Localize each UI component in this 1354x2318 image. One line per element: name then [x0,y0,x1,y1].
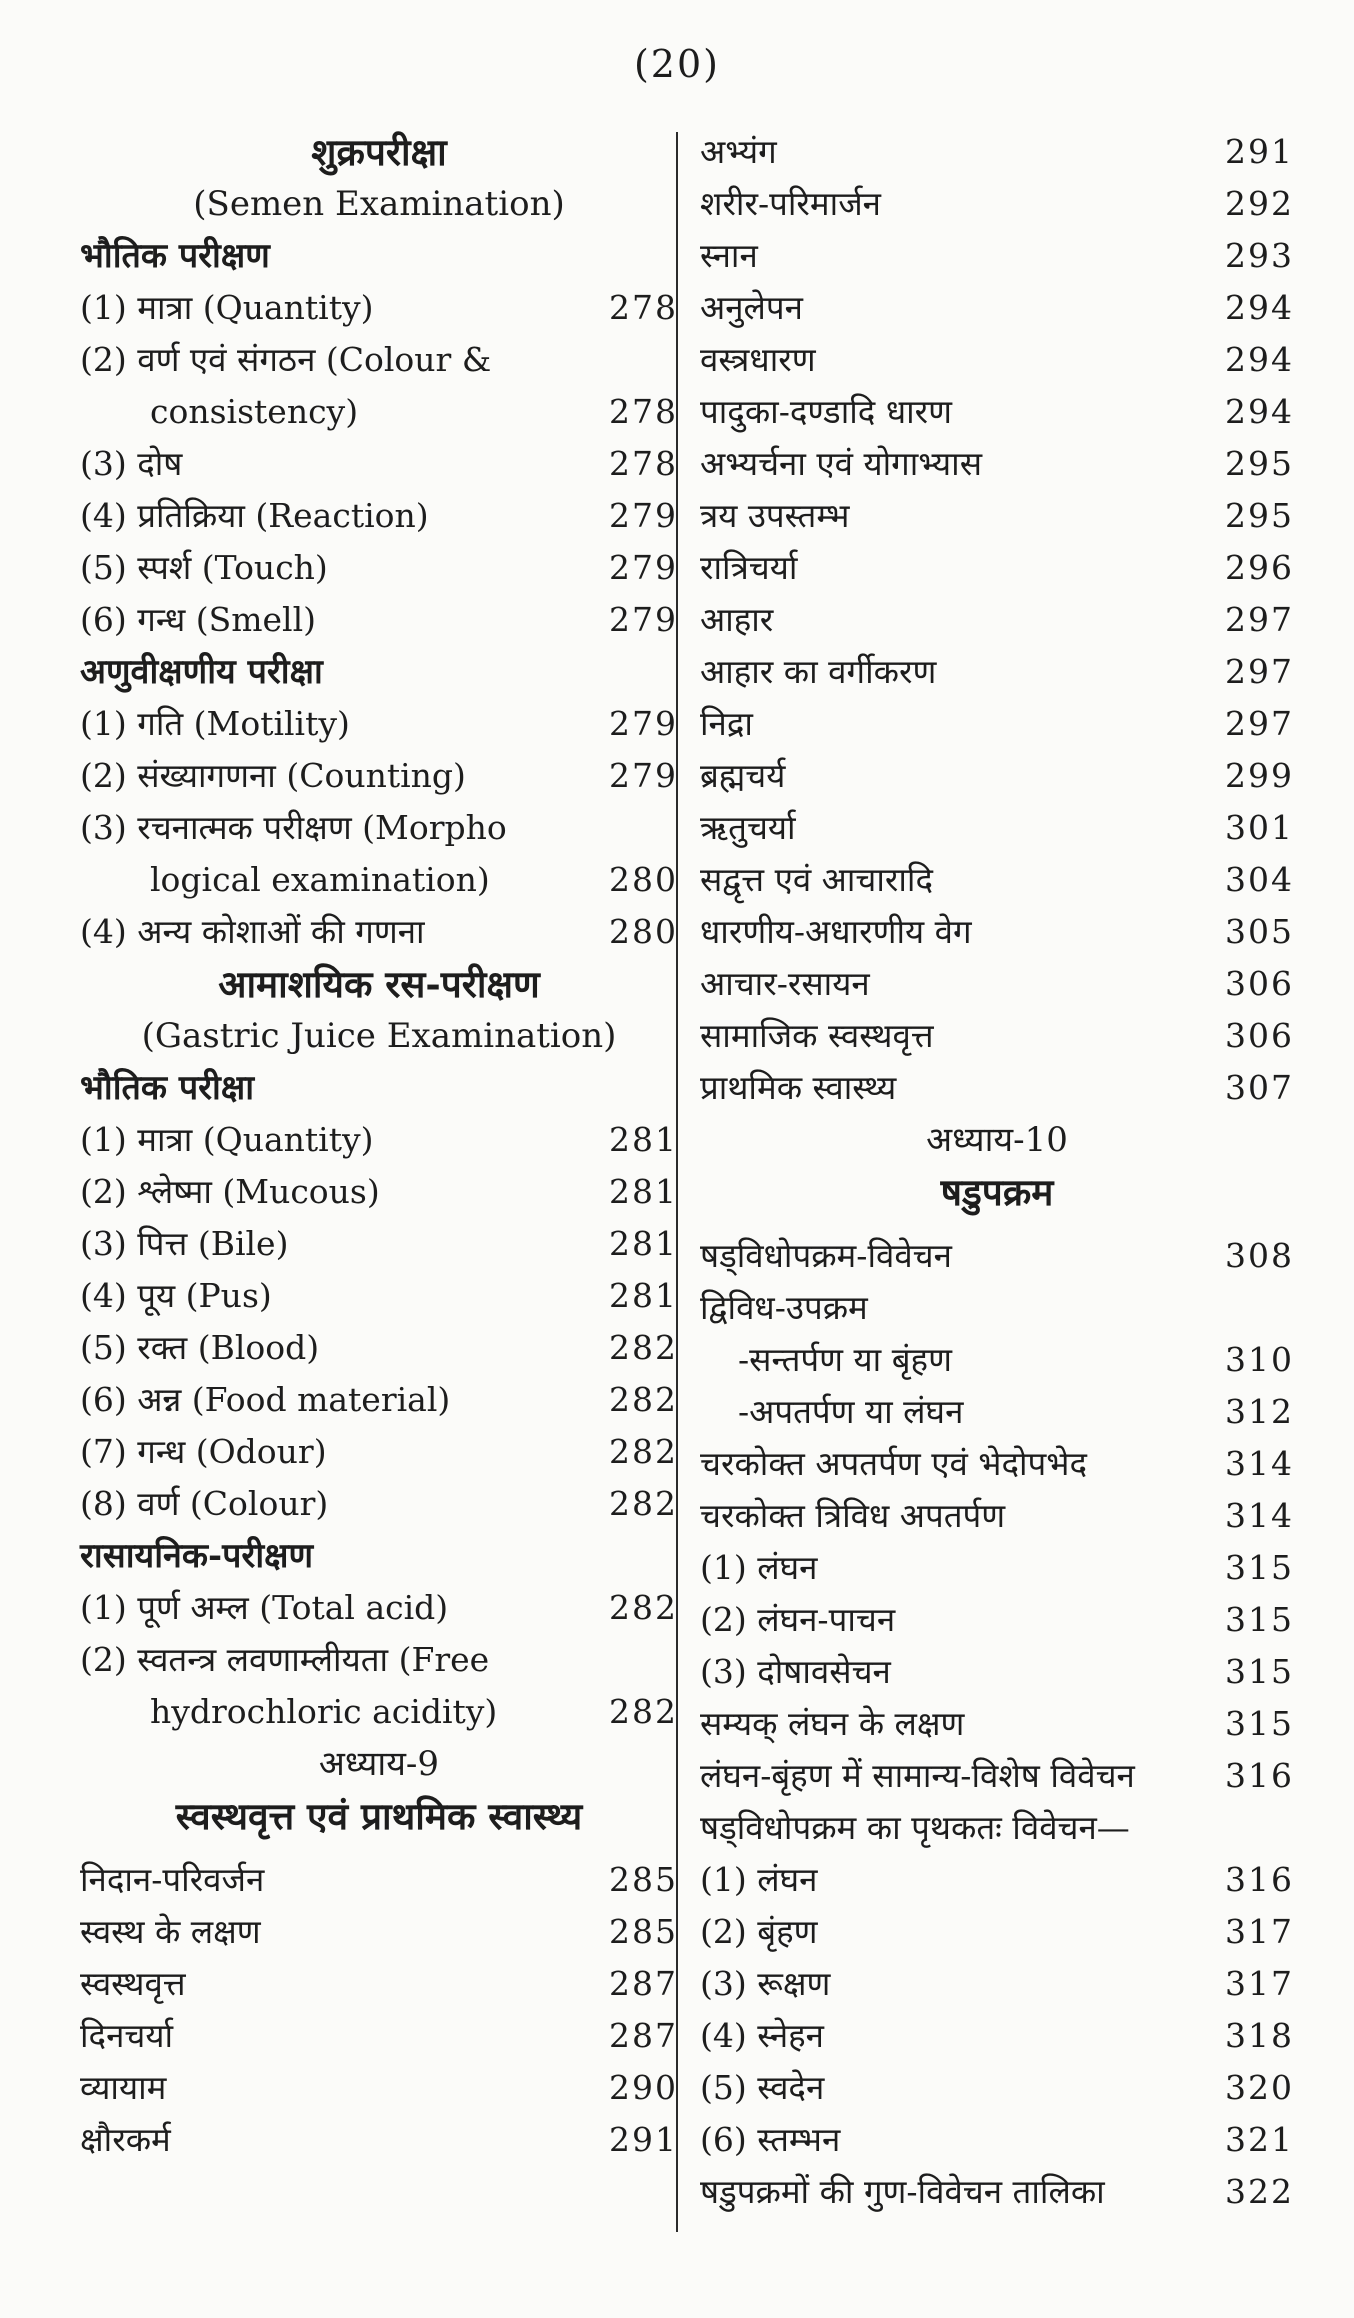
toc-entry [80,2062,678,2114]
chapter-10-title: षडुपक्रम [940,1170,1054,1214]
toc-entry-page: 306 [1225,1016,1294,1055]
toc-entry-text: षड्विधोपक्रम का पृथकतः विवेचन— [700,1808,1130,1847]
toc-entry-page: 297 [1225,704,1294,743]
toc-entry [700,958,1294,1010]
toc-entry-text: रात्रिचर्या [700,548,798,587]
toc-entry-text: वस्त्रधारण [700,340,816,379]
toc-entry-text: षड्विधोपक्रम-विवेचन [700,1236,952,1275]
toc-entry-page: 322 [1225,2172,1294,2211]
toc-entry-text: आहार [700,600,774,639]
toc-entry [700,282,1294,334]
section-subtitle-semen: (Semen Examination) [193,184,565,224]
toc-entry [700,386,1294,438]
toc-entry-page: 285 [609,1912,678,1951]
toc-entry [80,386,678,438]
toc-entry-text: (5) रक्त (Blood) [80,1328,320,1367]
toc-entry-text: (3) दोषावसेचन [700,1652,891,1691]
toc-entry-page: 315 [1225,1548,1294,1587]
toc-entry [700,2010,1294,2062]
toc-entry-page: 314 [1225,1444,1294,1483]
toc-entry-page: 290 [609,2068,678,2107]
toc-entry-page: 281 [609,1120,678,1159]
toc-entry-page: 307 [1225,1068,1294,1107]
subheading-physical: भौतिक परीक्षण [80,236,270,276]
toc-entry [80,1634,678,1686]
toc-entry [700,1958,1294,2010]
toc-entry-page: 279 [609,704,678,743]
toc-entry [700,1334,1294,1386]
toc-entry-page: 317 [1225,1964,1294,2003]
toc-entry-text: (3) पित्त (Bile) [80,1224,289,1263]
toc-entry [80,1854,678,1906]
toc-entry-text: लंघन-बृंहण में सामान्य-विशेष विवेचन [700,1756,1135,1795]
toc-group-physical [80,282,678,646]
section-title-semen: शुक्रपरीक्षा [311,130,447,174]
toc-entry-page: 279 [609,548,678,587]
toc-entry-text: (2) बृंहण [700,1912,818,1951]
subheading-microscopic: अणुवीक्षणीय परीक्षा [80,652,323,692]
toc-entry-text: सामाजिक स्वस्थवृत्त [700,1016,934,1055]
toc-group-gastric-physical [80,1114,678,1530]
toc-entry-page: 291 [609,2120,678,2159]
toc-entry-text: (1) गति (Motility) [80,704,350,743]
toc-entry-text: शरीर-परिमार्जन [700,184,882,223]
toc-entry [80,698,678,750]
toc-entry [80,1958,678,2010]
toc-group-chapter-10 [700,1230,1294,2218]
toc-entry-page: 282 [609,1484,678,1523]
toc-entry-text: (1) मात्रा (Quantity) [80,1120,374,1159]
toc-entry-text: व्यायाम [80,2068,167,2107]
toc-entry-text: (3) रचनात्मक परीक्षण (Morpho [80,808,507,847]
toc-entry [80,906,678,958]
toc-entry-page: 316 [1225,1756,1294,1795]
toc-entry-page: 295 [1225,444,1294,483]
toc-entry-page: 292 [1225,184,1294,223]
toc-entry-text: (2) स्वतन्त्र लवणाम्लीयता (Free [80,1640,490,1679]
toc-entry-text: (2) लंघन-पाचन [700,1600,896,1639]
toc-entry-page: 295 [1225,496,1294,535]
toc-entry-page: 291 [1225,132,1294,171]
toc-entry-text: सद्वृत्त एवं आचारादि [700,860,934,899]
toc-entry [80,438,678,490]
toc-entry [700,490,1294,542]
toc-entry [700,178,1294,230]
toc-entry-text: द्विविध-उपक्रम [700,1288,868,1327]
toc-entry-page: 279 [609,600,678,639]
toc-entry-page: 287 [609,2016,678,2055]
toc-entry-page: 297 [1225,600,1294,639]
toc-entry-page: 294 [1225,340,1294,379]
toc-entry-page: 294 [1225,288,1294,327]
toc-entry [700,1802,1294,1854]
toc-entry-text: (4) अन्य कोशाओं की गणना [80,912,425,951]
toc-entry-text: षडुपक्रमों की गुण-विवेचन तालिका [700,2172,1105,2211]
toc-entry-text: क्षौरकर्म [80,2120,171,2159]
toc-entry [80,1218,678,1270]
toc-entry [700,2062,1294,2114]
toc-entry-page: 285 [609,1860,678,1899]
toc-entry-text: स्वस्थवृत्त [80,1964,186,2003]
toc-entry [700,1386,1294,1438]
toc-entry-page: 314 [1225,1496,1294,1535]
toc-entry [700,1542,1294,1594]
toc-entry-text: पादुका-दण्डादि धारण [700,392,953,431]
toc-entry [700,1698,1294,1750]
toc-entry-text: अभ्यर्चना एवं योगाभ्यास [700,444,983,483]
toc-entry-text: -अपतर्पण या लंघन [738,1392,964,1431]
toc-entry-text: दिनचर्या [80,2016,174,2055]
toc-entry [700,698,1294,750]
toc-entry-text: आहार का वर्गीकरण [700,652,937,691]
chapter-9-title: स्वस्थवृत्त एवं प्राथमिक स्वास्थ्य [175,1794,583,1838]
toc-entry-text: (8) वर्ण (Colour) [80,1484,329,1523]
toc-entry-page: 299 [1225,756,1294,795]
toc-entry [700,1594,1294,1646]
toc-group-chapter-9 [80,1854,678,2166]
left-column [80,126,678,2166]
toc-entry-text: आचार-रसायन [700,964,870,1003]
toc-entry-text: (7) गन्ध (Odour) [80,1432,327,1471]
toc-entry [700,1010,1294,1062]
toc-entry-page: 305 [1225,912,1294,951]
toc-entry-page: 296 [1225,548,1294,587]
toc-entry [80,2010,678,2062]
subheading-gastric-physical: भौतिक परीक्षा [80,1068,255,1108]
toc-entry [700,1854,1294,1906]
toc-entry-page: 280 [609,860,678,899]
toc-entry-text: स्नान [700,236,758,275]
toc-entry [80,1582,678,1634]
toc-entry-page: 304 [1225,860,1294,899]
toc-entry-text: (3) रूक्षण [700,1964,831,2003]
toc-entry [700,1646,1294,1698]
toc-entry [700,126,1294,178]
right-column [700,126,1294,2218]
toc-entry-text: ऋतुचर्या [700,808,796,847]
toc-entry-text: (6) अन्न (Food material) [80,1380,451,1419]
page-number: (20) [633,42,720,86]
toc-entry [700,2166,1294,2218]
toc-entry-page: 280 [609,912,678,951]
toc-entry-page: 318 [1225,2016,1294,2055]
toc-entry-text: (5) स्पर्श (Touch) [80,548,328,587]
toc-entry [700,230,1294,282]
toc-entry [700,1750,1294,1802]
toc-entry [80,542,678,594]
toc-entry-text: चरकोक्त त्रिविध अपतर्पण [700,1496,1006,1535]
toc-entry [700,2114,1294,2166]
toc-entry-page: 279 [609,756,678,795]
toc-entry [80,1166,678,1218]
toc-entry-text: logical examination) [150,860,490,899]
toc-entry [80,1478,678,1530]
toc-entry [700,646,1294,698]
chapter-9-label: अध्याय-9 [318,1744,440,1784]
toc-entry [80,282,678,334]
toc-entry-page: 306 [1225,964,1294,1003]
toc-entry-page: 281 [609,1224,678,1263]
toc-entry-page: 317 [1225,1912,1294,1951]
toc-entry-text: (2) वर्ण एवं संगठन (Colour & [80,340,492,379]
toc-entry-page: 315 [1225,1600,1294,1639]
toc-entry-text: (1) लंघन [700,1548,818,1587]
toc-entry-page: 278 [609,392,678,431]
toc-entry-text: (2) श्लेष्मा (Mucous) [80,1172,380,1211]
toc-entry [700,802,1294,854]
section-subtitle-gastric: (Gastric Juice Examination) [141,1016,617,1056]
toc-entry-text: (6) स्तम्भन [700,2120,841,2159]
toc-entry [700,1062,1294,1114]
toc-entry-page: 281 [609,1172,678,1211]
toc-entry [700,594,1294,646]
toc-entry [80,490,678,542]
toc-entry-text: निद्रा [700,704,753,743]
toc-entry [80,2114,678,2166]
toc-entry-text: सम्यक् लंघन के लक्षण [700,1704,965,1743]
toc-entry-text: धारणीय-अधारणीय वेग [700,912,972,951]
toc-entry [80,334,678,386]
toc-entry-page: 294 [1225,392,1294,431]
toc-entry [80,594,678,646]
toc-entry-page: 312 [1225,1392,1294,1431]
toc-entry [700,1490,1294,1542]
toc-entry-page: 315 [1225,1704,1294,1743]
toc-entry-page: 316 [1225,1860,1294,1899]
toc-entry [700,1230,1294,1282]
toc-entry [700,438,1294,490]
toc-entry-page: 281 [609,1276,678,1315]
toc-entry-page: 282 [609,1692,678,1731]
toc-entry-text: (1) पूर्ण अम्ल (Total acid) [80,1588,449,1627]
toc-entry [700,854,1294,906]
subheading-chemical: रासायनिक-परीक्षण [80,1536,314,1576]
toc-entry-page: 310 [1225,1340,1294,1379]
toc-entry-page: 320 [1225,2068,1294,2107]
toc-entry [700,1438,1294,1490]
toc-entry [700,750,1294,802]
toc-entry [700,1906,1294,1958]
toc-entry-text: चरकोक्त अपतर्पण एवं भेदोपभेद [700,1444,1088,1483]
toc-entry-page: 278 [609,444,678,483]
toc-entry [700,542,1294,594]
toc-entry-page: 279 [609,496,678,535]
toc-entry-page: 282 [609,1328,678,1367]
toc-entry [80,1906,678,1958]
toc-entry-text: (4) स्नेहन [700,2016,824,2055]
toc-entry-page: 278 [609,288,678,327]
toc-entry-text: -सन्तर्पण या बृंहण [738,1340,952,1379]
toc-entry-page: 321 [1225,2120,1294,2159]
toc-entry [80,1114,678,1166]
section-title-gastric: आमाशयिक रस-परीक्षण [218,962,540,1006]
toc-entry-page: 282 [609,1588,678,1627]
toc-entry-page: 282 [609,1432,678,1471]
chapter-10-label: अध्याय-10 [926,1120,1068,1160]
toc-entry [80,1374,678,1426]
toc-entry-page: 293 [1225,236,1294,275]
toc-entry-page: 282 [609,1380,678,1419]
toc-entry [80,802,678,854]
toc-entry [700,1282,1294,1334]
toc-group-chemical [80,1582,678,1738]
toc-entry-text: (5) स्वदेन [700,2068,825,2107]
toc-entry-text: (2) संख्यागणना (Counting) [80,756,466,795]
toc-entry [80,1426,678,1478]
toc-entry-text: (4) प्रतिक्रिया (Reaction) [80,496,429,535]
toc-entry-page: 308 [1225,1236,1294,1275]
toc-entry-text: प्राथमिक स्वास्थ्य [700,1068,897,1107]
toc-entry-page: 315 [1225,1652,1294,1691]
toc-entry-page: 301 [1225,808,1294,847]
toc-entry [80,854,678,906]
toc-entry-text: (4) पूय (Pus) [80,1276,272,1315]
toc-entry-page: 297 [1225,652,1294,691]
toc-entry-text: (1) लंघन [700,1860,818,1899]
toc-entry [80,1322,678,1374]
toc-entry-text: consistency) [150,392,359,431]
toc-entry-text: अभ्यंग [700,132,777,171]
toc-entry [80,1686,678,1738]
toc-entry-text: (6) गन्ध (Smell) [80,600,317,639]
toc-entry-text: त्रय उपस्तम्भ [700,496,850,535]
toc-entry-text: स्वस्थ के लक्षण [80,1912,261,1951]
toc-group-microscopic [80,698,678,958]
toc-entry-page: 287 [609,1964,678,2003]
toc-entry-text: (3) दोष [80,444,183,483]
toc-entry [700,906,1294,958]
toc-entry-text: (1) मात्रा (Quantity) [80,288,374,327]
toc-entry-text: hydrochloric acidity) [150,1692,498,1731]
toc-entry [80,1270,678,1322]
toc-entry-text: अनुलेपन [700,288,803,327]
toc-entry [700,334,1294,386]
toc-entry-text: ब्रह्मचर्य [700,756,786,795]
toc-entry-text: निदान-परिवर्जन [80,1860,265,1899]
toc-group-chapter-9-cont [700,126,1294,1114]
toc-entry [80,750,678,802]
